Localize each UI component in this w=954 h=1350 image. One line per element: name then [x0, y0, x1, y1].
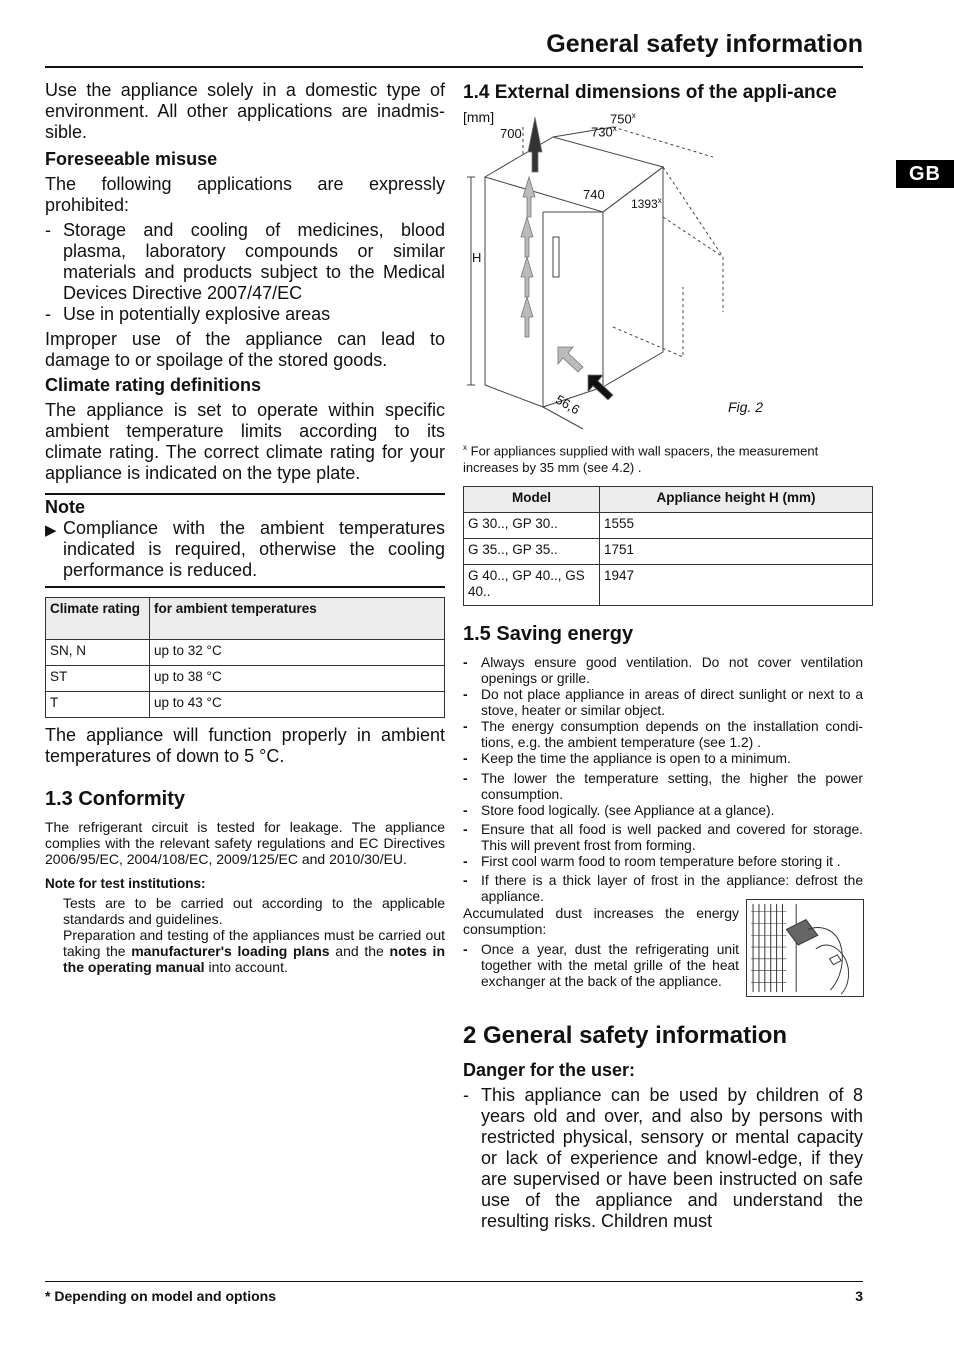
climate-table — [45, 597, 445, 718]
ambient-min-paragraph: The appliance will function properly in ambient temperatures of down to 5 °C. — [45, 725, 445, 766]
misuse-item: - Storage and cooling of medicines, blood plasma, laboratory compounds or similar materials and products subject to the Medical Devices Directive 2007/47/EC — [45, 220, 445, 303]
note-box — [45, 493, 445, 588]
conformity-heading: 1.3 Conformity — [45, 788, 186, 810]
list-item: - Keep the time the appliance is open to a minimum. — [463, 751, 791, 767]
note-heading: Note — [45, 497, 85, 517]
table-header: Appliance height H (mm) — [600, 487, 873, 513]
dimensions-heading: 1.4 External dimensions of the appli-ance — [463, 82, 837, 103]
page-header-title: General safety information — [546, 30, 863, 58]
footer-rule — [45, 1281, 863, 1282]
page-number: 3 — [855, 1288, 863, 1304]
dimension-label: 750$^x$ — [610, 111, 636, 127]
dimension-label: 740 — [583, 187, 605, 202]
misuse-item: - Use in potentially explosive areas — [45, 304, 331, 324]
table-row: ST up to 38 °C — [46, 666, 445, 692]
list-item: - Ensure that all food is well packed and covered for storage. This will prevent frost from forming. — [463, 822, 863, 854]
danger-heading: Danger for the user: — [463, 1060, 636, 1081]
list-item: - First cool warm food to room temperature before storing it . — [463, 854, 841, 870]
left-column — [45, 80, 445, 975]
dimension-label: 1393$^x$ — [631, 196, 662, 211]
list-item: - Store food logically. (see Appliance at a glance). — [463, 803, 775, 819]
improper-use-paragraph: Improper use of the appliance can lead to damage to or spoilage of the stored goods. — [45, 329, 445, 370]
table-row: G 30.., GP 30.. 1555 — [464, 513, 873, 539]
dimensions-footnote: $^x$ For appliances supplied with wall spacers, the measurement increases by 35 mm (see 4.2) . — [463, 443, 819, 476]
climate-heading: Climate rating definitions — [45, 375, 262, 395]
table-header: for ambient temperatures — [150, 598, 445, 640]
table-header: Model — [464, 487, 600, 513]
dust-paragraph: Accumulated dust increases the energy consumption: — [463, 905, 739, 938]
energy-section — [463, 622, 863, 1232]
triangle-right-icon: ▶ — [45, 522, 57, 539]
header-rule — [45, 66, 863, 68]
dimension-label: H — [472, 250, 482, 265]
height-table — [463, 486, 873, 606]
fridge-dimensions-diagram — [463, 117, 733, 435]
dusting-illustration — [746, 899, 864, 997]
test-paragraph-2: Preparation and testing of the appliances must be carried out taking the manufacturer's loading plans and the notes in the operating manual into account. — [63, 927, 445, 975]
test-paragraph-1: Tests are to be carried out according to the applicable standards and guidelines. — [63, 895, 445, 927]
table-row: G 40.., GP 40.., GS 40.. 1947 — [464, 565, 873, 606]
climate-paragraph: The appliance is set to operate within specific ambient temperature limits according to its climate rating. The correct climate rating for your appliance is indicated on the type plate. — [45, 400, 445, 483]
misuse-intro: The following applications are expressly prohibited: — [45, 174, 445, 215]
diagram-unit-label: [mm] — [463, 109, 495, 125]
intro-paragraph: Use the appliance solely in a domestic type of environment. All other applications are inadmis-sible. — [45, 80, 445, 142]
list-item: - Always ensure good ventilation. Do not cover ventilation openings or grille. — [463, 655, 863, 687]
dimensions-figure — [463, 109, 863, 435]
right-column — [463, 80, 873, 1232]
list-item: - Once a year, dust the refrigerating unit together with the metal grille of the heat exchanger at the back of the appliance. — [463, 942, 739, 990]
footer-note: * Depending on model and options — [45, 1288, 276, 1304]
figure-caption: Fig. 2 — [728, 399, 764, 415]
note-item: ▶ Compliance with the ambient temperatures indicated is required, otherwise the cooling performance is reduced. — [45, 518, 445, 580]
energy-list — [463, 655, 863, 905]
conformity-paragraph: The refrigerant circuit is tested for leakage. The appliance complies with the relevant safety regulations and EC Directives 2006/95/EC, 2004/108/EC, 2009/125/EC and 2010/30/EU. — [45, 819, 445, 867]
table-row: T up to 43 °C — [46, 692, 445, 718]
table-row: SN, N up to 32 °C — [46, 640, 445, 666]
dimension-label: 56,6 — [552, 391, 583, 418]
list-item: - Do not place appliance in areas of direct sunlight or next to a stove, heater or similar object. — [463, 687, 863, 719]
language-tab: GB — [896, 160, 954, 188]
safety-heading: 2 General safety information — [463, 1022, 788, 1050]
test-heading: Note for test institutions: — [45, 876, 206, 891]
energy-heading: 1.5 Saving energy — [463, 623, 634, 646]
list-item: - If there is a thick layer of frost in the appliance: defrost the appliance. — [463, 873, 863, 905]
danger-item: - This appliance can be used by children of 8 years old and over, and also by persons with restricted physical, sensory or mental capacity or lack of experience and knowl-edge, if they are supervised or have been instructed on safe use of the appliance and understand the resulting risks. Children must — [463, 1085, 863, 1232]
dimension-label: 730$^x$ — [591, 124, 617, 140]
misuse-heading: Foreseeable misuse — [45, 149, 218, 169]
dimension-label: 700 — [500, 126, 522, 141]
table-header: Climate rating — [46, 598, 150, 640]
list-item: - The energy consumption depends on the installation condi-tions, e.g. the ambient temperature (see 1.2) . — [463, 719, 863, 751]
dust-block — [463, 905, 863, 990]
list-item: - The lower the temperature setting, the higher the power consumption. — [463, 771, 863, 803]
table-row: G 35.., GP 35.. 1751 — [464, 539, 873, 565]
